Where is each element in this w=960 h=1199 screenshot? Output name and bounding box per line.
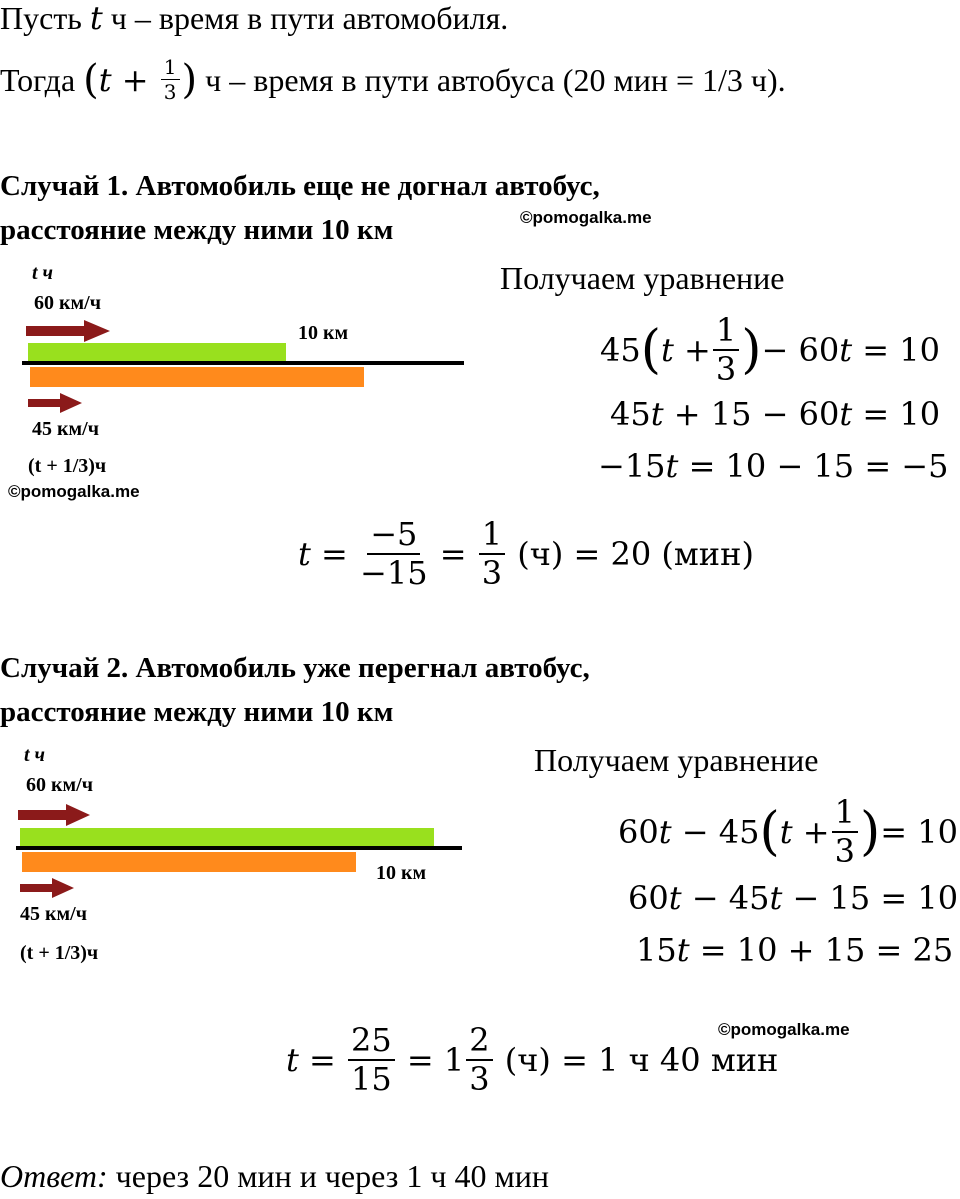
case2-result: t = $\frac{25}{15}$ = 1 $\frac{2}{3}$ (ч) = 1 ч 40 мин — [286, 1020, 779, 1098]
case1-title-line1: Случай 1. Автомобиль еще не догнал автобус, — [0, 170, 600, 202]
case2-equation-3: 15t = 10 + 15 = 25 — [636, 931, 954, 969]
answer — [0, 1160, 549, 1192]
fraction: $\frac{2}{3}$ — [466, 1024, 492, 1096]
case1-bus-bar — [30, 367, 364, 387]
fraction: $\frac{1}{3}$ — [161, 57, 180, 103]
case2-road-line — [16, 846, 462, 850]
intro-text: ч – время в пути автобуса (20 мин = 1/3 ч). — [205, 62, 786, 98]
case2-car-bar — [20, 828, 434, 847]
case1-car-time: t ч — [32, 262, 54, 284]
arrow-right-icon — [18, 804, 90, 826]
case2-bus-speed: 45 км/ч — [20, 903, 87, 925]
case2-eq-heading: Получаем уравнение — [534, 742, 819, 778]
intro-line-1 — [0, 0, 509, 37]
case2-title-line2: расстояние между ними 10 км — [0, 696, 394, 728]
case2-gap-label: 10 км — [376, 862, 427, 884]
case2-equation-1: 60 t − 45 ( t + $\frac{1}{3}$ ) = 10 — [618, 792, 958, 870]
case1-car-bar — [28, 343, 286, 362]
fraction: $\frac{1}{3}$ — [832, 796, 858, 868]
case1-equation-2: 45t + 15 − 60t = 10 — [610, 395, 941, 433]
watermark: ©pomogalka.me — [718, 1020, 850, 1039]
case1-title-line2: расстояние между ними 10 км — [0, 214, 394, 246]
watermark: ©pomogalka.me — [8, 482, 140, 501]
case2-car-time: t ч — [24, 744, 46, 766]
case2-equation-2: 60t − 45t − 15 = 10 — [628, 879, 959, 917]
case1-car-speed: 60 км/ч — [34, 292, 101, 314]
fraction: $\frac{1}{3}$ — [479, 518, 505, 590]
fraction: $\frac{-5}{-15}$ — [360, 514, 428, 592]
arrow-right-icon — [20, 878, 74, 898]
intro-text: ч – время в пути автомобиля. — [110, 0, 509, 36]
fraction: $\frac{1}{3}$ — [713, 314, 739, 386]
arrow-right-icon — [28, 393, 82, 413]
case1-equation-3: −15t = 10 − 15 = −5 — [598, 447, 949, 485]
case1-road-line — [22, 361, 464, 365]
variable-t: t — [89, 0, 103, 37]
intro-expression: ( t + $\frac{1}{3}$ ) — [83, 55, 198, 104]
case1-result: t = $\frac{-5}{-15}$ = $\frac{1}{3}$ (ч) = 20 (мин) — [298, 514, 754, 592]
case2-bus-bar — [22, 852, 356, 872]
watermark: ©pomogalka.me — [520, 208, 652, 227]
case1-bus-speed: 45 км/ч — [32, 418, 99, 440]
intro-line-2 — [0, 52, 786, 108]
answer-text: через 20 мин и через 1 ч 40 мин — [115, 1158, 549, 1194]
case2-title-line1: Случай 2. Автомобиль уже перегнал автобус, — [0, 652, 590, 684]
fraction: $\frac{25}{15}$ — [348, 1024, 395, 1096]
case2-bus-time: (t + 1/3)ч — [20, 942, 99, 964]
case1-eq-heading: Получаем уравнение — [500, 260, 785, 296]
case2-car-speed: 60 км/ч — [26, 774, 93, 796]
arrow-right-icon — [26, 320, 110, 342]
case1-equation-1: 45 ( t + $\frac{1}{3}$ ) − 60 t = 10 — [600, 310, 940, 388]
intro-text: Тогда — [0, 62, 76, 98]
case1-gap-label: 10 км — [298, 322, 349, 344]
case1-bus-time: (t + 1/3)ч — [28, 455, 107, 477]
intro-text: Пусть — [0, 0, 82, 36]
answer-label: Ответ: — [0, 1158, 108, 1194]
